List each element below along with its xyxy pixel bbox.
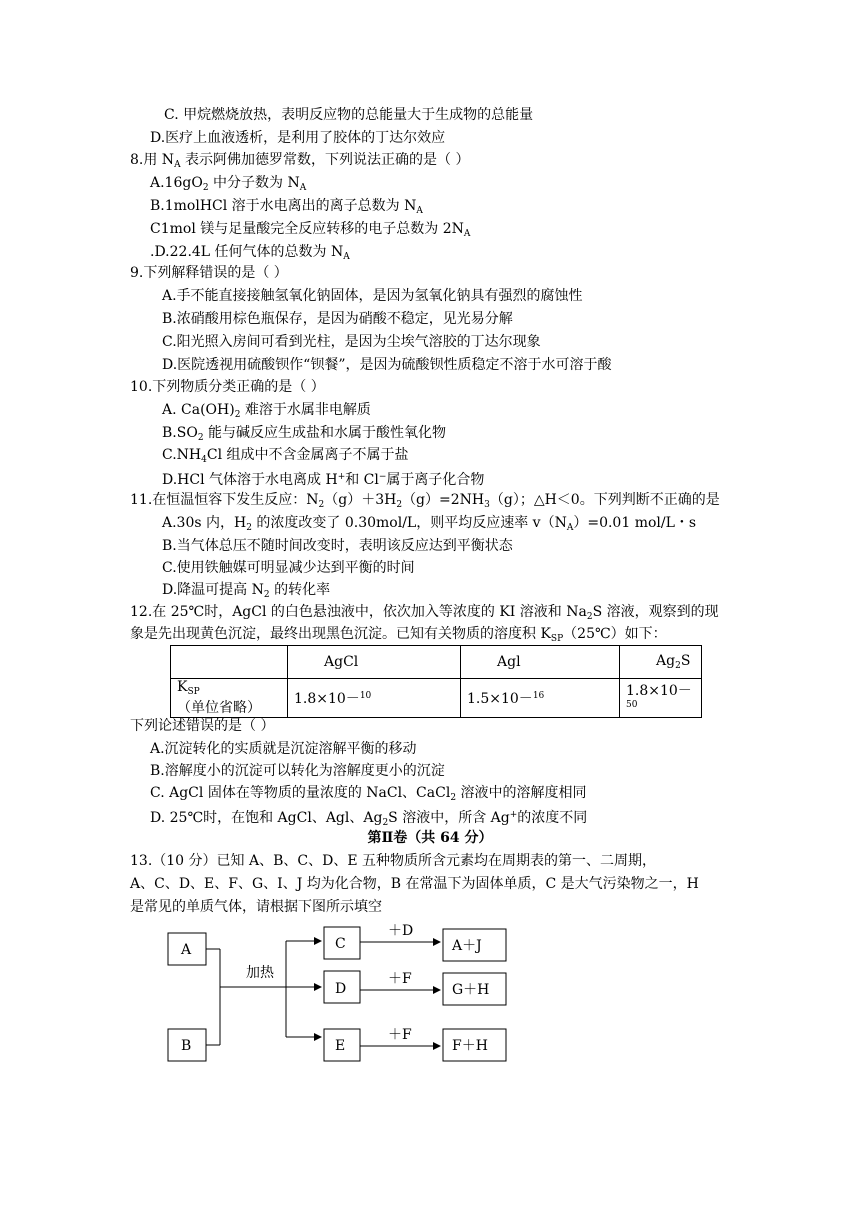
q12-option-c: C. AgCl 固体在等物质的量浓度的 NaCl、CaCl$_2$ 溶液中的溶解度相同 xyxy=(150,785,587,803)
ksp-table-value-row xyxy=(171,679,702,718)
label-e: E xyxy=(335,1038,346,1054)
label-d: D xyxy=(335,981,347,997)
table-cell-ag2s: 1.8×10－$^{50}$ xyxy=(620,679,702,718)
q11-stem: 11.在恒温恒容下发生反应：$N_2(g)+3H_2(g)=2NH_3(g)$；△H＜0。下列判断不正确的是 xyxy=(130,492,720,510)
table-header-agcl: AgCl xyxy=(288,646,461,679)
q12-question: 下列论述错误的是（ ） xyxy=(130,718,275,734)
q8-option-c: C1mol 镁与足量酸完全反应转移的电子总数为 $2N_A$ xyxy=(150,221,471,239)
label-heat: 加热 xyxy=(246,965,274,981)
q10-option-a: A. $Ca(OH)_2$ 难溶于水属非电解质 xyxy=(162,402,371,420)
ksp-table-header-row xyxy=(171,646,702,679)
ksp-table xyxy=(170,645,702,718)
q10-option-d: D.HCl 气体溶于水电离成 H+和 Cl−属于离子化合物 xyxy=(162,472,485,488)
table-header-agi: Agl xyxy=(461,646,620,679)
table-row-label: $K_{SP}$（单位省略） xyxy=(171,679,288,718)
table-cell-agcl: 1.8×10－$^{10}$ xyxy=(288,679,461,718)
q10-stem: 10.下列物质分类正确的是（ ） xyxy=(130,379,325,395)
q11-option-c: C.使用铁触媒可明显减少达到平衡的时间 xyxy=(162,560,415,576)
label-b: B xyxy=(181,1038,192,1054)
q10-option-b: $B.SO_2$ 能与碱反应生成盐和水属于酸性氧化物 xyxy=(162,425,446,443)
q12-option-b: B.溶解度小的沉淀可以转化为溶解度更小的沉淀 xyxy=(150,763,445,779)
q13-line2: A、C、D、E、F、G、I、J 均为化合物，B 在常温下为固体单质，C 是大气污染物之一，H xyxy=(130,876,699,892)
label-a: A xyxy=(181,942,192,958)
table-cell-agi: 1.5×10－$^{16}$ xyxy=(461,679,620,718)
q9-stem: 9.下列解释错误的是（ ） xyxy=(130,265,288,281)
q8-option-a: $A.16gO_2$ 中分子数为 $N_A$ xyxy=(150,175,307,193)
q11-option-d: D.降温可提高 $N_2$ 的转化率 xyxy=(162,582,331,600)
q10-option-c: $C.NH_4Cl$ 组成中不含金属离子不属于盐 xyxy=(162,447,409,465)
section-title: 第Ⅱ卷（共 64 分） xyxy=(367,830,493,846)
label-plus-f-2: ＋F xyxy=(388,1027,412,1043)
q13-line3: 是常见的单质气体，请根据下图所示填空 xyxy=(130,899,382,915)
q7-option-c: C. 甲烷燃烧放热，表明反应物的总能量大于生成物的总能量 xyxy=(164,107,534,123)
label-plus-f-1: ＋F xyxy=(388,971,412,987)
q8-option-d: .D.22.4L 任何气体的总数为 $N_A$ xyxy=(150,244,350,262)
label-product-1: A＋J xyxy=(452,938,482,954)
q8-option-b: B.1molHCl 溶于水电离出的离子总数为 $N_A$ xyxy=(150,198,423,216)
q9-option-c: C.阳光照入房间可看到光柱，是因为尘埃气溶胶的丁达尔现象 xyxy=(162,334,541,350)
q9-option-b: B.浓硝酸用棕色瓶保存，是因为硝酸不稳定，见光易分解 xyxy=(162,311,513,327)
reaction-flow-diagram xyxy=(0,915,860,1075)
q7-option-d: D.医疗上血液透析，是利用了胶体的丁达尔效应 xyxy=(150,130,446,146)
q11-option-b: B.当气体总压不随时间改变时，表明该反应达到平衡状态 xyxy=(162,538,513,554)
q9-option-a: A.手不能直接接触氢氧化钠固体，是因为氢氧化钠具有强烈的腐蚀性 xyxy=(162,288,583,304)
q13-line1: 13.（10 分）已知 A、B、C、D、E 五种物质所含元素均在周期表的第一、二周期， xyxy=(130,853,656,869)
q11-option-a: A.30s 内，$H_2$ 的浓度改变了 0.30mol/L，则平均反应速率 $v(N_A)=0.01$ mol/L・s xyxy=(162,515,697,533)
q9-option-d: D.医院透视用硫酸钡作“钡餐”，是因为硫酸钡性质稳定不溶于水可溶于酸 xyxy=(162,357,612,373)
label-c: C xyxy=(335,936,346,952)
q8-stem: 8.用 $N_A$ 表示阿佛加德罗常数，下列说法正确的是（ ） xyxy=(130,152,470,170)
label-product-3: F＋H xyxy=(452,1038,488,1054)
q12-option-d: D. 25℃时，在饱和 AgCl、Agl、$Ag_2S$ 溶液中，所含 Ag+的浓度不同 xyxy=(150,810,588,828)
table-corner-cell xyxy=(171,646,288,679)
table-header-ag2s: $Ag_2S$ xyxy=(620,646,702,679)
q12-stem-line2: 象是先出现黄色沉淀，最终出现黑色沉淀。已知有关物质的溶度积 $K_{SP}(25℃)$如下： xyxy=(130,626,667,644)
label-plus-d: ＋D xyxy=(388,923,414,939)
q12-stem-line1: 12.在 25℃时，AgCl 的白色悬浊液中，依次加入等浓度的 KI 溶液和 $Na_2S$ 溶液，观察到的现 xyxy=(130,604,719,622)
label-product-2: G＋H xyxy=(452,982,490,998)
q12-option-a: A.沉淀转化的实质就是沉淀溶解平衡的移动 xyxy=(150,741,417,757)
